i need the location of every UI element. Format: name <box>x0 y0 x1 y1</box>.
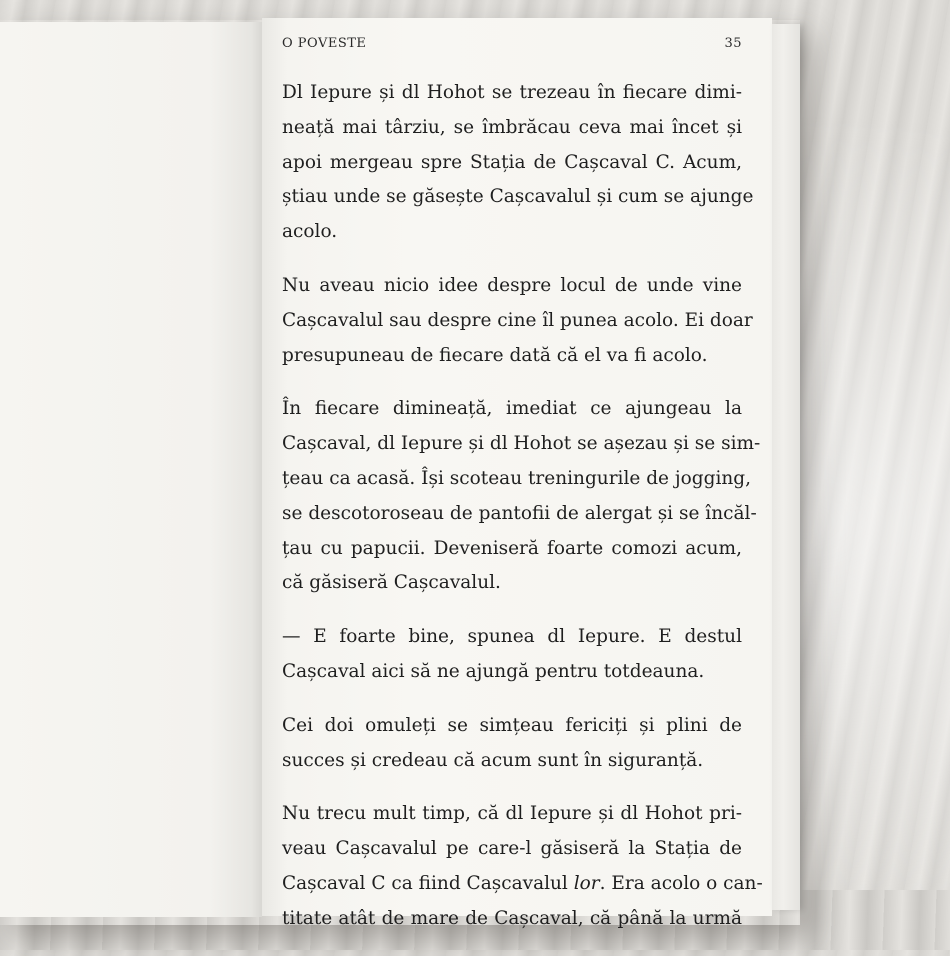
text-line: acolo. <box>282 221 338 243</box>
paragraph <box>282 392 761 601</box>
line-text-after-italic: . Era acolo o can- <box>599 872 763 894</box>
running-head <box>282 36 742 54</box>
text-line: Dl Iepure și dl Hohot se trezeau în fiecare dimi- <box>282 82 742 103</box>
paragraph <box>282 269 753 373</box>
line-text-before-italic: Cașcaval C ca fiind Cașcavalul <box>282 872 574 894</box>
paragraph <box>282 76 754 250</box>
paragraph-dialogue <box>282 620 742 690</box>
text-line: apoi mergeau spre Stația de Cașcaval C. Acum, <box>282 151 742 173</box>
text-line: Cașcaval aici să ne ajungă pentru totdeauna. <box>282 660 705 682</box>
page-body-text <box>282 76 763 956</box>
text-line: — E foarte bine, spunea dl Iepure. E destul <box>282 626 742 648</box>
text-line: că găsiseră Cașcavalul. <box>282 572 501 594</box>
text-line: Cașcaval, dl Iepure și dl Hohot se așezau și se sim- <box>282 433 761 455</box>
text-line: știau unde se găsește Cașcavalul și cum se ajunge <box>282 186 754 208</box>
text-line: Nu trecu mult timp, că dl Iepure și dl Hohot pri- <box>282 803 742 825</box>
text-line: se descotoroseau de pantofii de alergat și se încăl- <box>282 502 757 524</box>
text-line: succes și credeau că acum sunt în siguranță. <box>282 749 704 771</box>
text-line-with-italic <box>282 867 763 902</box>
text-line: țau cu papucii. Deveniseră foarte comozi acum, <box>282 537 742 559</box>
paragraph <box>282 797 763 936</box>
page-edges <box>772 24 800 910</box>
text-line: presupuneau de fiecare dată că el va fi acolo. <box>282 344 708 366</box>
page-number: 35 <box>724 36 742 51</box>
running-head-title: O POVESTE <box>282 36 367 51</box>
text-line: Cașcavalul sau despre cine îl punea acolo. Ei doar <box>282 309 753 331</box>
text-line: titate atât de mare de Cașcaval, că până la urmă <box>282 907 742 929</box>
italic-word: lor <box>573 872 600 894</box>
text-line: neață mai târziu, se îmbrăcau ceva mai încet și <box>282 116 742 138</box>
text-line: Nu aveau nicio idee despre locul de unde vine <box>282 274 742 296</box>
left-page-blank <box>0 22 262 917</box>
text-line: țeau ca acasă. Își scoteau treningurile de jogging, <box>282 467 752 489</box>
text-line: veau Cașcavalul pe care-l găsiseră la Stația de <box>282 838 742 860</box>
text-line: Cei doi omuleți se simțeau fericiți și plini de <box>282 714 742 736</box>
paragraph <box>282 709 742 779</box>
text-line: În fiecare dimineață, imediat ce ajungeau la <box>282 398 742 420</box>
